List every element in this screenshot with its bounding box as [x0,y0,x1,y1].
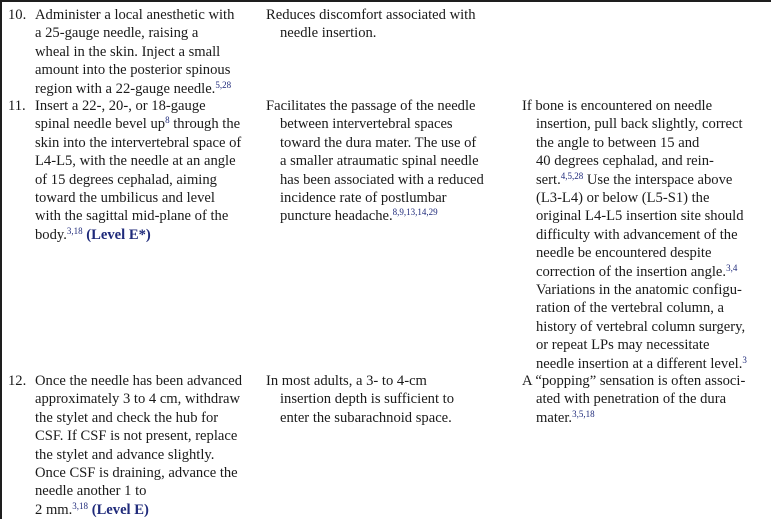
text-line: with the sagittal mid-plane of the [35,208,229,225]
text-line: Administer a local anesthetic with [35,7,235,23]
text-line: (L3-L4) or below (L5-S1) the [536,190,710,207]
step-action-10 [8,6,248,97]
text-line: insertion, pull back slightly, correct [536,116,743,133]
text-line: needle insertion at a different level. [536,355,743,372]
text-line: A “popping” sensation is often associ- [522,373,746,389]
text-line: the angle to between 15 and [536,134,700,151]
step-rationale-11 [266,97,512,226]
step-note-12 [522,372,771,427]
step-note-11 [522,97,771,373]
text-line: history of vertebral column surgery, [536,318,746,335]
text-line: Once the needle has been advanced [35,373,243,389]
text-line: insertion depth is sufficient to [280,391,455,408]
text-line: Facilitates the passage of the needle [266,98,476,114]
text-line: puncture headache. [280,208,393,225]
reference-citation[interactable]: 3,18 [72,500,89,511]
text-line: of 15 degrees cephalad, aiming [35,171,217,188]
text-line: L4-L5, with the needle at an angle [35,153,236,170]
text-line: CSF. If CSF is not present, replace [35,428,238,445]
reference-citation[interactable]: 8,9,13,14,29 [392,207,438,218]
text-line: through the [169,116,241,133]
text-line: In most adults, a 3- to 4-cm [266,373,427,389]
step-rationale-12 [266,372,512,427]
text-line: toward the umbilicus and level [35,190,215,207]
step-rationale-10 [266,6,512,43]
reference-citation[interactable]: 4,5,28 [560,170,584,181]
text-line: Variations in the anatomic configu- [536,282,742,299]
text-line: the stylet and check the hub for [35,409,219,426]
reference-citation[interactable]: 5,28 [215,79,232,90]
text-line: 2 mm. [35,501,73,518]
text-line: incidence rate of postlumbar [280,190,447,207]
evidence-level: (Level E) [91,501,149,518]
text-line: wheal in the skin. Inject a small [35,43,221,60]
reference-citation[interactable]: 3 [742,354,747,365]
text-line: the stylet and advance slightly. [35,446,215,463]
text-line: ated with penetration of the dura [536,391,727,408]
reference-citation[interactable]: 8 [165,115,170,126]
text-line: needle be encountered despite [536,245,712,262]
text-line: mater. [536,409,573,426]
text-line: Reduces discomfort associated with [266,7,476,23]
text-line: spinal needle bevel up [35,116,166,133]
step-number: 10. [8,7,27,23]
text-line: skin into the intervertebral space of [35,134,242,151]
text-line: approximately 3 to 4 cm, withdraw [35,391,241,408]
text-line: ration of the vertebral column, a [536,300,725,317]
text-line: a 25-gauge needle, raising a [35,25,199,42]
text-line: Use the interspace above [583,171,733,188]
reference-citation[interactable]: 3,5,18 [572,408,595,419]
text-line: region with a 22-gauge needle. [35,80,216,97]
text-line: Insert a 22-, 20-, or 18-gauge [35,98,206,114]
text-line: a smaller atraumatic spinal needle [280,153,479,170]
text-line: sert. [536,171,561,188]
text-line: between intervertebral spaces [280,116,453,133]
step-number: 12. [8,373,27,389]
evidence-level: (Level E*) [86,226,151,243]
text-line: amount into the posterior spinous [35,62,231,79]
text-line: difficulty with advancement of the [536,226,738,243]
step-action-11 [8,97,248,243]
text-line: If bone is encountered on needle [522,98,713,114]
step-number: 11. [8,98,26,114]
text-line: original L4-L5 insertion site should [536,208,744,225]
text-line: 40 degrees cephalad, and rein- [536,153,714,170]
text-line: has been associated with a reduced [280,171,484,188]
text-line: correction of the insertion angle. [536,263,727,280]
text-line: needle insertion. [280,25,377,42]
reference-citation[interactable]: 3,4 [726,262,738,273]
step-action-12 [8,372,248,518]
reference-citation[interactable]: 3,18 [66,225,83,236]
text-line: or repeat LPs may necessitate [536,337,710,354]
text-line: needle another 1 to [35,483,147,500]
text-line: toward the dura mater. The use of [280,134,477,151]
text-line: Once CSF is draining, advance the [35,465,238,482]
text-line: body. [35,226,67,243]
text-line: enter the subarachnoid space. [280,409,452,426]
